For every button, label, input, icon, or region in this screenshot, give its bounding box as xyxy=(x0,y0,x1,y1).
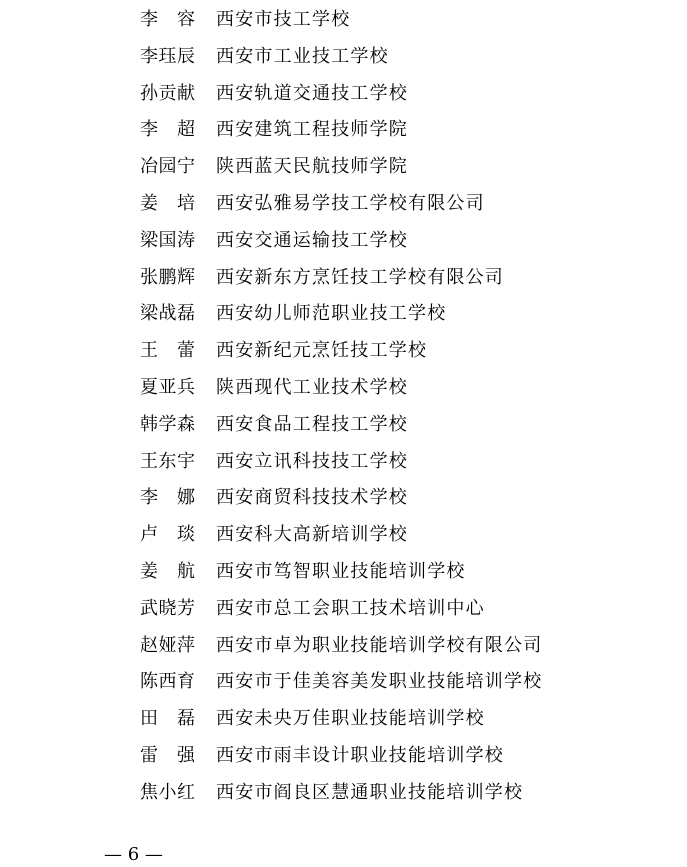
person-name: 陈西育 xyxy=(140,671,196,693)
person-name: 卢琰 xyxy=(140,524,214,546)
list-item xyxy=(0,186,687,223)
list-item xyxy=(0,296,687,333)
person-name: 韩学森 xyxy=(140,413,196,435)
organization-name: 西安新东方烹饪技工学校有限公司 xyxy=(216,266,504,288)
list-item xyxy=(0,480,687,517)
person-name: 梁战磊 xyxy=(140,303,196,325)
list-item xyxy=(0,149,687,186)
organization-name: 西安市笃智职业技能培训学校 xyxy=(216,561,466,582)
list-item xyxy=(0,39,687,76)
organization-name: 西安市阎良区慧通职业技能培训学校 xyxy=(216,781,524,803)
person-name: 张鹏辉 xyxy=(140,266,196,288)
list-item xyxy=(0,738,687,775)
list-item xyxy=(0,591,687,628)
list-item xyxy=(0,664,687,701)
person-name: 孙贡献 xyxy=(140,82,196,104)
list-item xyxy=(0,554,687,591)
person-name: 田磊 xyxy=(140,708,214,730)
person-name: 王东宇 xyxy=(140,450,196,472)
organization-name: 西安市雨丰设计职业技能培训学校 xyxy=(216,745,504,766)
organization-name: 西安未央万佳职业技能培训学校 xyxy=(216,708,485,730)
person-name: 梁国涛 xyxy=(140,229,196,251)
list-item xyxy=(0,223,687,260)
list-item xyxy=(0,775,687,812)
person-name: 赵娅萍 xyxy=(140,634,196,656)
person-name: 姜培 xyxy=(140,193,214,214)
person-name: 焦小红 xyxy=(140,781,196,803)
person-name: 夏亚兵 xyxy=(140,377,196,398)
organization-name: 西安幼儿师范职业技工学校 xyxy=(216,303,447,325)
organization-name: 西安商贸科技技术学校 xyxy=(216,487,408,509)
list-item xyxy=(0,444,687,481)
list-item xyxy=(0,370,687,407)
organization-name: 西安建筑工程技师学院 xyxy=(216,119,408,141)
list-item xyxy=(0,628,687,665)
person-name: 李超 xyxy=(140,119,214,141)
person-name: 武晓芳 xyxy=(140,597,196,619)
organization-name: 西安科大高新培训学校 xyxy=(216,524,408,546)
person-name: 李娜 xyxy=(140,487,214,509)
organization-name: 西安市工业技工学校 xyxy=(216,45,389,67)
organization-name: 西安市于佳美容美发职业技能培训学校 xyxy=(216,671,543,693)
person-name: 姜航 xyxy=(140,561,214,582)
list-item xyxy=(0,260,687,297)
page-number: — 6 — xyxy=(104,844,163,865)
organization-name: 西安市卓为职业技能培训学校有限公司 xyxy=(216,634,543,656)
organization-name: 西安交通运输技工学校 xyxy=(216,229,408,251)
list-item xyxy=(0,112,687,149)
list-item xyxy=(0,407,687,444)
organization-name: 西安新纪元烹饪技工学校 xyxy=(216,340,428,362)
list-item xyxy=(0,517,687,554)
person-name: 王蕾 xyxy=(140,340,214,362)
list-item xyxy=(0,701,687,738)
organization-name: 陕西蓝天民航技师学院 xyxy=(216,156,408,178)
list-item xyxy=(0,76,687,113)
list-item xyxy=(0,2,687,39)
organization-name: 西安食品工程技工学校 xyxy=(216,413,408,435)
person-name: 李容 xyxy=(140,9,214,30)
organization-name: 西安市总工会职工技术培训中心 xyxy=(216,597,485,619)
organization-name: 西安立讯科技技工学校 xyxy=(216,450,408,472)
organization-name: 西安市技工学校 xyxy=(216,9,351,30)
organization-name: 西安轨道交通技工学校 xyxy=(216,82,408,104)
organization-name: 陕西现代工业技术学校 xyxy=(216,377,408,398)
list-item xyxy=(0,333,687,370)
organization-name: 西安弘雅易学技工学校有限公司 xyxy=(216,193,485,214)
person-name: 冶园宁 xyxy=(140,156,196,178)
person-name: 雷强 xyxy=(140,745,214,766)
person-name: 李珏辰 xyxy=(140,45,196,67)
